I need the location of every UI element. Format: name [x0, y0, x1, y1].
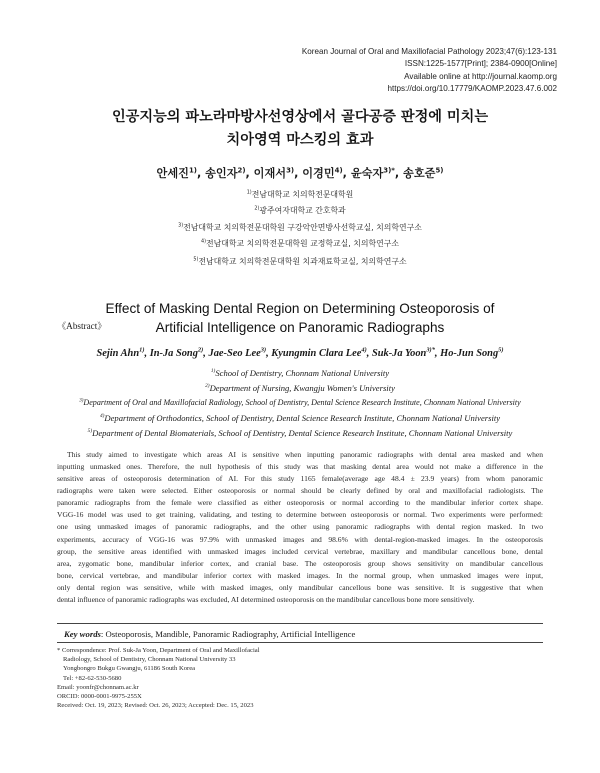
abstract-tag: 《Abstract》: [57, 321, 107, 331]
journal-citation: Korean Journal of Oral and Maxillofacial Pathology 2023;47(6):123-131: [301, 47, 557, 56]
affiliation-text: Department of Oral and Maxillofacial Radiology, School of Dentistry, Dental Science Research Institute, Chonnam National University: [83, 398, 521, 407]
author-sup: 2): [237, 166, 246, 175]
author: In-Ja Song: [149, 348, 198, 359]
abstract-line: bone, cervical vertebrae, and mandibular inferior cortex with masked images. In the normal group, when unmasked images were input,: [57, 570, 543, 580]
affiliation-sup: 5): [193, 256, 199, 263]
keywords-text: : Osteoporosis, Mandible, Panoramic Radiography, Artificial Intelligence: [100, 629, 356, 639]
abstract-line: inputting unmasked ones. Therefore, the null hypothesis of this study was that masking dental area would not make a difference in the: [57, 462, 543, 472]
abstract-body: [57, 449, 543, 606]
korean-affiliation: [0, 222, 600, 233]
affiliation-text: 전남대학교 치의학전문대학원 치과재료학교실, 치의학연구소: [198, 257, 407, 266]
korean-affiliation: [0, 238, 600, 249]
affiliation-text: Department of Orthodontics, School of Dentistry, Dental Science Research Institute, Chonnam National University: [104, 413, 501, 423]
author: 송호준: [403, 167, 436, 180]
correspondence-email: Email: yoonfr@chonnam.ac.kr: [57, 683, 139, 691]
author: 이경민: [302, 167, 335, 180]
abstract-line: area, zygomatic bone, mandibular inferior cortex, and cranial base. The osteoporosis group shows sensitivity on mandibular cancellous: [57, 558, 543, 568]
english-title-line1: Effect of Masking Dental Region on Determining Osteoporosis of: [105, 301, 495, 316]
affiliation-sup: 1): [246, 189, 252, 196]
abstract-line: radiographs were taken were selected. Either osteoporosis or normal should be clearly defined by oral and maxillofacial radiologists. The: [57, 486, 543, 496]
english-affiliation: [0, 413, 600, 423]
author-sup: 4): [334, 166, 343, 175]
affiliation-text: Department of Nursing, Kwangju Women's University: [209, 383, 395, 393]
availability: Available online at http://journal.kaomp.org: [404, 71, 557, 81]
author-sup: 5): [498, 346, 504, 354]
abstract-line: one using unmasked images of panoramic radiographs, and the other using panoramic radiographs with dental region masked. In two: [57, 522, 543, 532]
divider: [57, 623, 543, 624]
affiliation-sup: 1): [210, 368, 216, 375]
abstract-line: This study aimed to investigate which areas AI is sensitive when inputting panoramic radiographs with dental area masked and when: [67, 450, 543, 459]
korean-title-line1: 인공지능의 파노라마방사선영상에서 골다공증 판정에 미치는: [111, 109, 489, 125]
journal-header: [302, 46, 557, 95]
affiliation-text: Department of Dental Biomaterials, School of Dentistry, Dental Science Research Institute, Chonnam National University: [92, 428, 513, 438]
author-sup: 4): [361, 346, 367, 354]
abstract-line: only dental region was sensitive, while with masked images, only mandibular cancellous bone was sensitive. It is suggestive that when: [57, 582, 543, 592]
affiliation-sup: 2): [254, 205, 260, 212]
affiliation-sup: 3): [178, 222, 184, 229]
author: 송인자: [205, 167, 238, 180]
author-sup: 5): [435, 166, 444, 175]
korean-affiliation: [0, 189, 600, 200]
abstract-line: group, the sensitive areas identified with unmasked images included cervical vertebrae, maxillary and mandibular cancellous bone, dental: [57, 546, 543, 556]
english-affiliation: [0, 368, 600, 378]
author: 이재서: [253, 167, 287, 180]
author-sup: 3): [260, 346, 267, 354]
author-sup: 1): [139, 346, 145, 354]
abstract-line: panoramic radiographs from the female were classified as either osteoporosis or normal according to the mandibular inferior cortex shape.: [57, 498, 543, 508]
author-sup: 3)*: [383, 166, 395, 175]
abstract-line: sensitive areas of osteoporosis determination of AI. For this study 1165 female(average age 48.4 ± 23.9 years) from whom panoramic: [57, 474, 543, 484]
korean-title-line2: 치아영역 마스킹의 효과: [226, 132, 374, 148]
author: 윤숙자: [350, 167, 384, 180]
author: Ho-Jun Song: [440, 348, 499, 359]
affiliation-text: 광주여자대학교 간호학과: [259, 206, 346, 215]
korean-affiliation: [0, 205, 600, 216]
author-sup: 3): [286, 166, 295, 175]
korean-authors: 안세진$^{1)}$, 송인자$^{2)}$, 이재서$^{3)}$, 이경민$^{4)}$, 윤숙자$^{3)*}$, 송호준$^{5)}$: [156, 166, 444, 180]
affiliation-text: School of Dentistry, Chonnam National University: [215, 368, 390, 378]
english-title-line2: Artificial Intelligence on Panoramic Radiographs: [155, 320, 445, 335]
affiliation-sup: 2): [205, 383, 210, 390]
correspondence: [57, 646, 260, 710]
english-affiliation: [0, 428, 600, 438]
author: 안세진: [156, 167, 189, 180]
author: Kyungmin Clara Lee: [271, 348, 362, 359]
english-authors: Sejin Ahn$^{1)}$, In-Ja Song$^{2)}$, Jae-Seo Lee$^{3)}$, Kyungmin Clara Lee$^{4)}$, Suk-Ja Yoon$^{3)*}$, Ho-Jun Song$^{5)}$: [96, 346, 504, 359]
author: Sejin Ahn: [96, 348, 140, 359]
correspondence-line: * Correspondence: Prof. Suk-Ja Yoon, Department of Oral and Maxillofacial: [57, 647, 260, 654]
keywords-label: Key words: [64, 629, 101, 639]
author-sup: 2): [197, 346, 204, 354]
correspondence-line: Tel: +82-62-530-5680: [63, 674, 122, 682]
korean-affiliation: [0, 256, 600, 267]
affiliation-text: 전남대학교 치의학전문대학원 구강악안면방사선학교실, 치의학연구소: [183, 223, 422, 232]
affiliation-sup: 4): [201, 238, 207, 245]
correspondence-line: Yongbongro Bukgu Gwangju, 61186 South Korea: [63, 665, 196, 673]
issn: ISSN:1225-1577[Print]; 2384-0900[Online]: [404, 59, 557, 69]
affiliation-sup: 5): [87, 428, 93, 435]
abstract-line: experiments, accuracy of VGG-16 was 97.9% with unmasked images and 98.6% with dental-region-masked images. In the osteoporosis: [57, 534, 543, 544]
affiliation-sup: 3): [79, 398, 84, 404]
correspondence-line: Radiology, School of Dentistry, Chonnam National University 33: [63, 656, 236, 664]
author: Jae-Seo Lee: [208, 348, 261, 359]
author-sup: 3)*: [426, 346, 435, 354]
author: Suk-Ja Yoon: [371, 348, 427, 359]
author-sup: 1): [188, 166, 197, 175]
english-affiliation: [0, 383, 600, 393]
abstract-line: VGG-16 model was used to get training, validating, and testing to determine between osteoporosis or normal. Two experiments were performed:: [57, 510, 543, 520]
doi: https://doi.org/10.17779/KAOMP.2023.47.6.002: [387, 83, 557, 93]
english-affiliation: [0, 398, 600, 407]
divider: [57, 642, 543, 643]
affiliation-sup: 4): [99, 413, 105, 420]
affiliation-text: 전남대학교 치의학전문대학원 교정학교실, 치의학연구소: [206, 239, 399, 248]
affiliation-text: 전남대학교 치의학전문대학원: [251, 190, 354, 199]
keywords: [64, 629, 355, 639]
correspondence-orcid: ORCID: 0000-0001-9975-255X: [57, 693, 142, 701]
received-dates: Received: Oct. 19, 2023; Revised: Oct. 26, 2023; Accepted: Dec. 15, 2023: [57, 702, 254, 710]
abstract-line: dental influence of panoramic radiographs was excluded, AI determined osteoporosis on the mandibular cancellous bone more sensitively.: [57, 594, 475, 604]
